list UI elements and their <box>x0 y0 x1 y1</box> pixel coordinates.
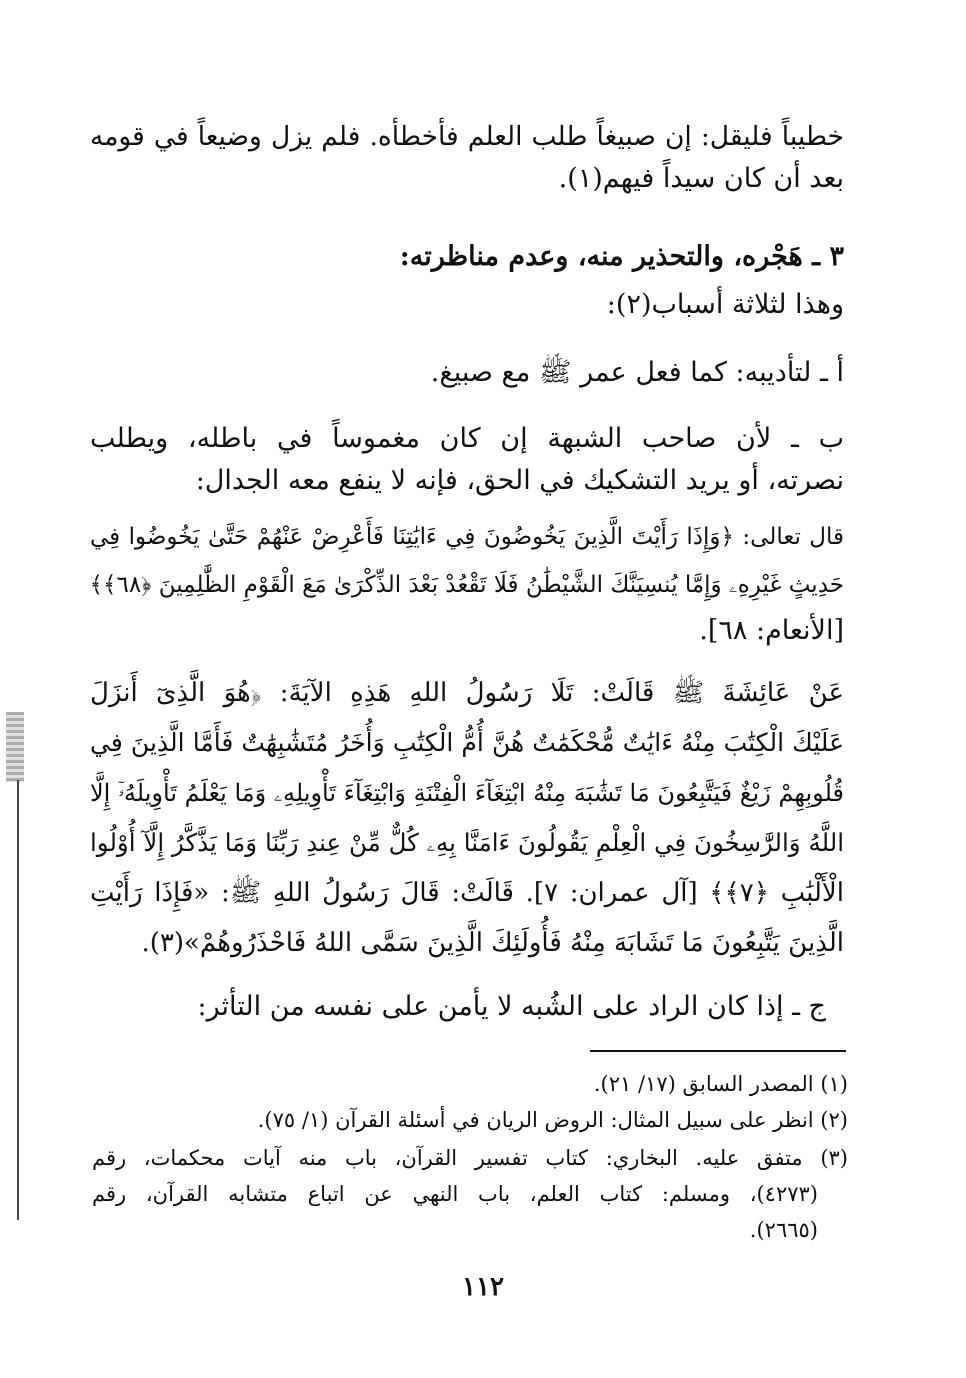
quran-verse-line: حَدِيثٍ غَيْرِهِۦ وَإِمَّا يُنسِيَنَّكَ الشَّيْطَٰنُ فَلَا تَقْعُدْ بَعْدَ الذِّكْرَىٰ مَعَ الْقَوْمِ الظَّٰلِمِينَ ﴿٦٨﴾﴾ <box>89 572 844 598</box>
verse-reference: [الأنعام: ٦٨]. <box>699 615 844 646</box>
hadith-line: الَّذِينَ يَتَّبِعُونَ مَا تَشَابَهَ مِنْهُ فَأُولَئِكَ الَّذِينَ سَمَّى اللهُ فَاحْذَرُوهُمْ»(٣). <box>141 928 844 958</box>
hadith-line: اللَّهُ وَالرَّٰسِخُونَ فِي الْعِلْمِ يَقُولُونَ ءَامَنَّا بِهِۦ كُلٌّ مِّنْ عِندِ رَبِّنَا وَمَا يَذَّكَّرُ إِلَّآ أُوْلُوا <box>90 828 844 857</box>
text-line: وهذا لثلاثة أسباب(٢): <box>606 289 844 320</box>
footnote-continuation: (٢٦٦٥). <box>749 1218 818 1242</box>
scan-margin-mark <box>6 712 24 782</box>
text-line: خطيباً فليقل: إن صبيغاً طلب العلم فأخطأه. فلم يزل وضيعاً في قومه <box>90 121 844 152</box>
footnote: (١) المصدر السابق (١٧/ ٢١). <box>593 1072 848 1096</box>
footnote-continuation: (٤٢٧٣)، ومسلم: كتاب العلم، باب النهي عن اتباع متشابه القرآن، رقم <box>92 1182 818 1206</box>
text-line: بعد أن كان سيداً فيهم(١). <box>558 163 844 194</box>
list-item-jim: ج ـ إذا كان الراد على الشُبه لا يأمن على نفسه من التأثر: <box>197 991 826 1022</box>
footnote-separator <box>590 1050 846 1052</box>
scan-margin-line <box>17 780 19 1220</box>
footnote: (٢) انظر على سبيل المثال: الروض الريان في أسئلة القرآن (١/ ٧٥). <box>257 1108 848 1132</box>
section-heading: ٣ ـ هَجْره، والتحذير منه، وعدم مناظرته: <box>399 241 844 272</box>
quran-verse-line: قال تعالى: ﴿وَإِذَا رَأَيْتَ الَّذِينَ يَخُوضُونَ فِي ءَايَٰتِنَا فَأَعْرِضْ عَنْهُمْ حَتَّىٰ يَخُوضُوا فِي <box>90 524 844 550</box>
hadith-line: عَلَيْكَ الْكِتَٰبَ مِنْهُ ءَايَٰتٌ مُّحْكَمَٰتٌ هُنَّ أُمُّ الْكِتَٰبِ وَأُخَرُ مُتَشَٰبِهَٰتٌ فَأَمَّا الَّذِينَ فِي <box>90 728 844 757</box>
hadith-line: الْأَلْبَٰبِ ﴿٧﴾﴾ [آل عمران: ٧]. قَالَتْ: قَالَ رَسُولُ اللهِ ﷺ: «فَإِذَا رَأَيْتِ <box>90 878 844 908</box>
page-number: ١١٢ <box>462 1272 504 1302</box>
list-item-alef: أ ـ لتأديبه: كما فعل عمر ﷺ مع صبيغ. <box>430 357 844 388</box>
hadith-line: عَنْ عَائِشَةَ ﷺ قَالَتْ: تَلَا رَسُولُ اللهِ هَذِهِ الآيَةَ: ﴿هُوَ الَّذِىٓ أَنزَلَ <box>90 678 844 708</box>
list-item-ba: ب ـ لأن صاحب الشبهة إن كان مغموساً في باطله، ويطلب <box>90 423 844 454</box>
hadith-line: قُلُوبِهِمْ زَيْغٌ فَيَتَّبِعُونَ مَا تَشَٰبَهَ مِنْهُ ابْتِغَآءَ الْفِتْنَةِ وَابْتِغَآءَ تَأْوِيلِهِۦ وَمَا يَعْلَمُ تَأْوِيلَهُۥٓ إِلَّا <box>89 779 844 807</box>
footnote: (٣) متفق عليه. البخاري: كتاب تفسير القرآن، باب منه آيات محكمات، رقم <box>92 1146 848 1170</box>
text-line: نصرته، أو يريد التشكيك في الحق، فإنه لا ينفع معه الجدال: <box>195 465 844 496</box>
